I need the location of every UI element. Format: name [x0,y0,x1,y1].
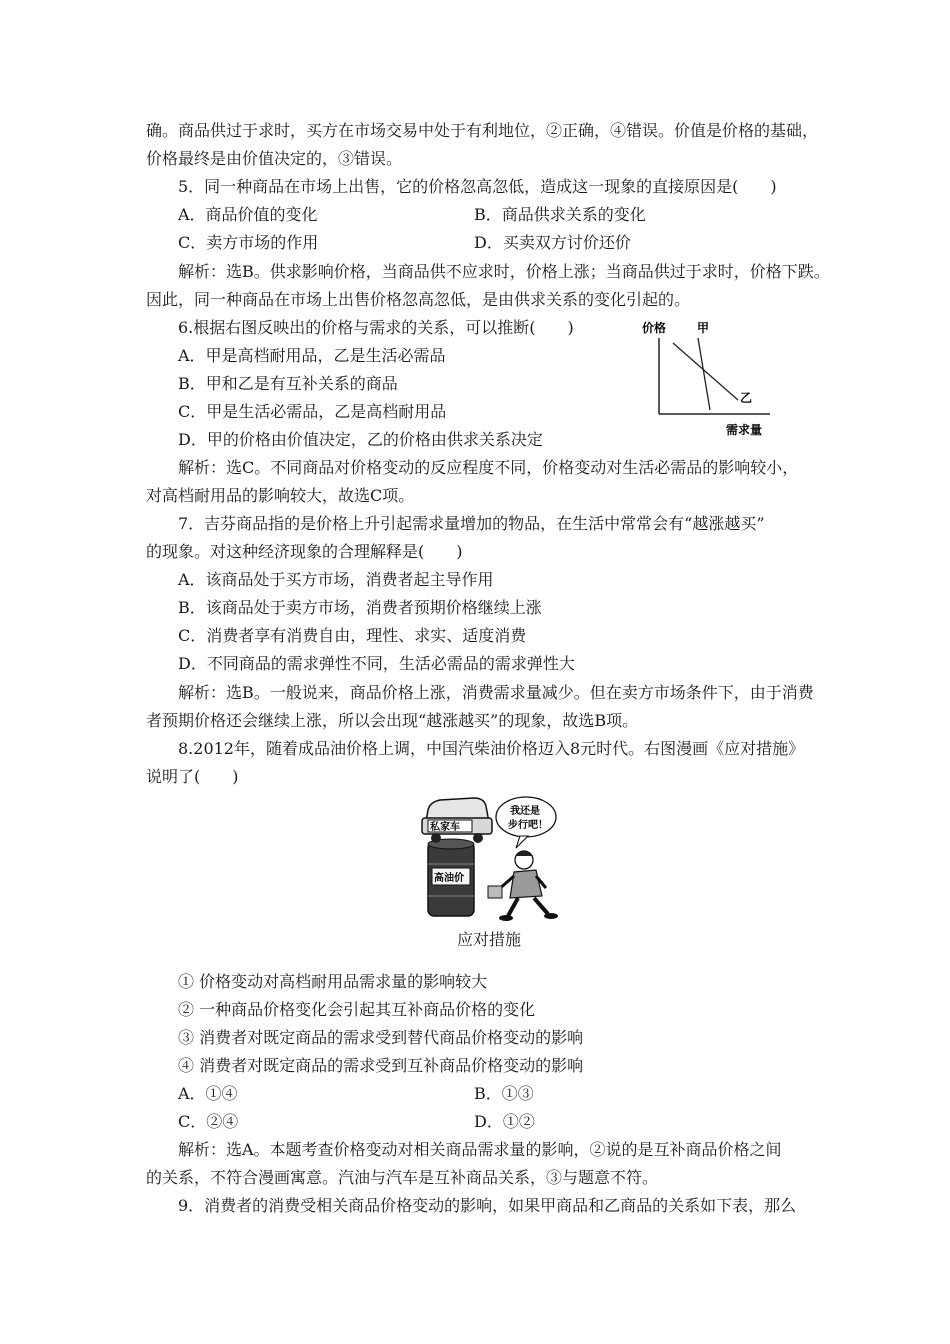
option-a: A．甲是高档耐用品，乙是生活必需品 [178,346,446,365]
option-c: C．卖方市场的作用 [178,233,319,252]
option-c: C．消费者享有消费自由，理性、求实、适度消费 [178,626,527,645]
barrel-label: 高油价 [434,873,464,884]
question-7-cont: 的现象。对这种经济现象的合理解释是( ) [146,542,463,561]
car-label: 私家车 [430,822,460,833]
speech-line-2: 步行吧！ [508,820,548,831]
x-axis-label: 需求量 [726,423,763,437]
statement-3: ③ 消费者对既定商品的需求受到替代商品价格变动的影响 [178,1028,584,1047]
question-6: 6.根据右图反映出的价格与需求的关系，可以推断( ) [178,318,574,337]
cartoon-caption: 应对措施 [457,930,522,949]
statement-1: ① 价格变动对高档耐用品需求量的影响较大 [178,972,488,991]
answer-explanation: 解析：选B。一般说来，商品价格上涨，消费需求量减少。但在卖方市场条件下，由于消费 [178,683,814,702]
option-a: A．①④ [178,1084,238,1103]
price-demand-chart [640,318,790,442]
option-d: D．不同商品的需求弹性不同，生活必需品的需求弹性大 [178,654,575,673]
series-jia-label: 甲 [697,321,710,335]
answer-explanation: 因此，同一种商品在市场上出售价格忽高忽低，是由供求关系的变化引起的。 [146,290,691,309]
option-b: B．甲和乙是有互补关系的商品 [178,374,398,393]
answer-explanation: 解析：选C。不同商品对价格变动的反应程度不同，价格变动对生活必需品的影响较小， [178,458,799,477]
option-a: A．该商品处于买方市场，消费者起主导作用 [178,570,494,589]
answer-explanation: 解析：选A。本题考查价格变动对相关商品需求量的影响，②说的是互补商品价格之间 [178,1140,782,1159]
option-b: B．该商品处于卖方市场，消费者预期价格继续上涨 [178,598,542,617]
answer-explanation: 对高档耐用品的影响较大，故选C项。 [146,486,415,505]
option-d: D．买卖双方讨价还价 [474,233,631,252]
answer-explanation: 的关系，不符合漫画寓意。汽油与汽车是互补商品关系，③与题意不符。 [146,1168,659,1187]
speech-line-1: 我还是 [510,806,540,817]
question-8-cont: 说明了( ) [146,767,239,786]
question-9: 9．消费者的消费受相关商品价格变动的影响，如果甲商品和乙商品的关系如下表，那么 [178,1196,797,1215]
series-yi-line [673,343,738,400]
text-line: 价格最终是由价值决定的，③错误。 [146,149,403,168]
option-c: C．②④ [178,1112,239,1131]
option-b: B．商品供求关系的变化 [474,205,646,224]
statement-2: ② 一种商品价格变化会引起其互补商品价格的变化 [178,1000,536,1019]
option-d: D．甲的价格由价值决定，乙的价格由供求关系决定 [178,430,543,449]
text-line: 确。商品供过于求时，买方在市场交易中处于有利地位，②正确，④错误。价值是价格的基础， [146,121,819,140]
option-a: A．商品价值的变化 [178,205,318,224]
statement-4: ④ 消费者对既定商品的需求受到互补商品价格变动的影响 [178,1056,584,1075]
series-yi-label: 乙 [740,391,753,405]
question-5: 5．同一种商品在市场上出售，它的价格忽高忽低，造成这一现象的直接原因是( ) [178,177,777,196]
cartoon-illustration [418,792,560,926]
question-7: 7．吉芬商品指的是价格上升引起需求量增加的物品，在生活中常常会有“越涨越买” [178,514,765,533]
y-axis-label: 价格 [642,321,667,335]
option-b: B．①③ [474,1084,534,1103]
answer-explanation: 解析：选B。供求影响价格，当商品供不应求时，价格上涨；当商品供过于求时，价格下跌。 [178,262,830,281]
option-d: D．①② [474,1112,535,1131]
question-8: 8.2012年，随着成品油价格上调，中国汽柴油价格迈入8元时代。右图漫画《应对措施》 [178,739,805,758]
answer-explanation: 者预期价格还会继续上涨，所以会出现“越涨越买”的现象，故选B项。 [146,711,639,730]
option-c: C．甲是生活必需品，乙是高档耐用品 [178,402,447,421]
